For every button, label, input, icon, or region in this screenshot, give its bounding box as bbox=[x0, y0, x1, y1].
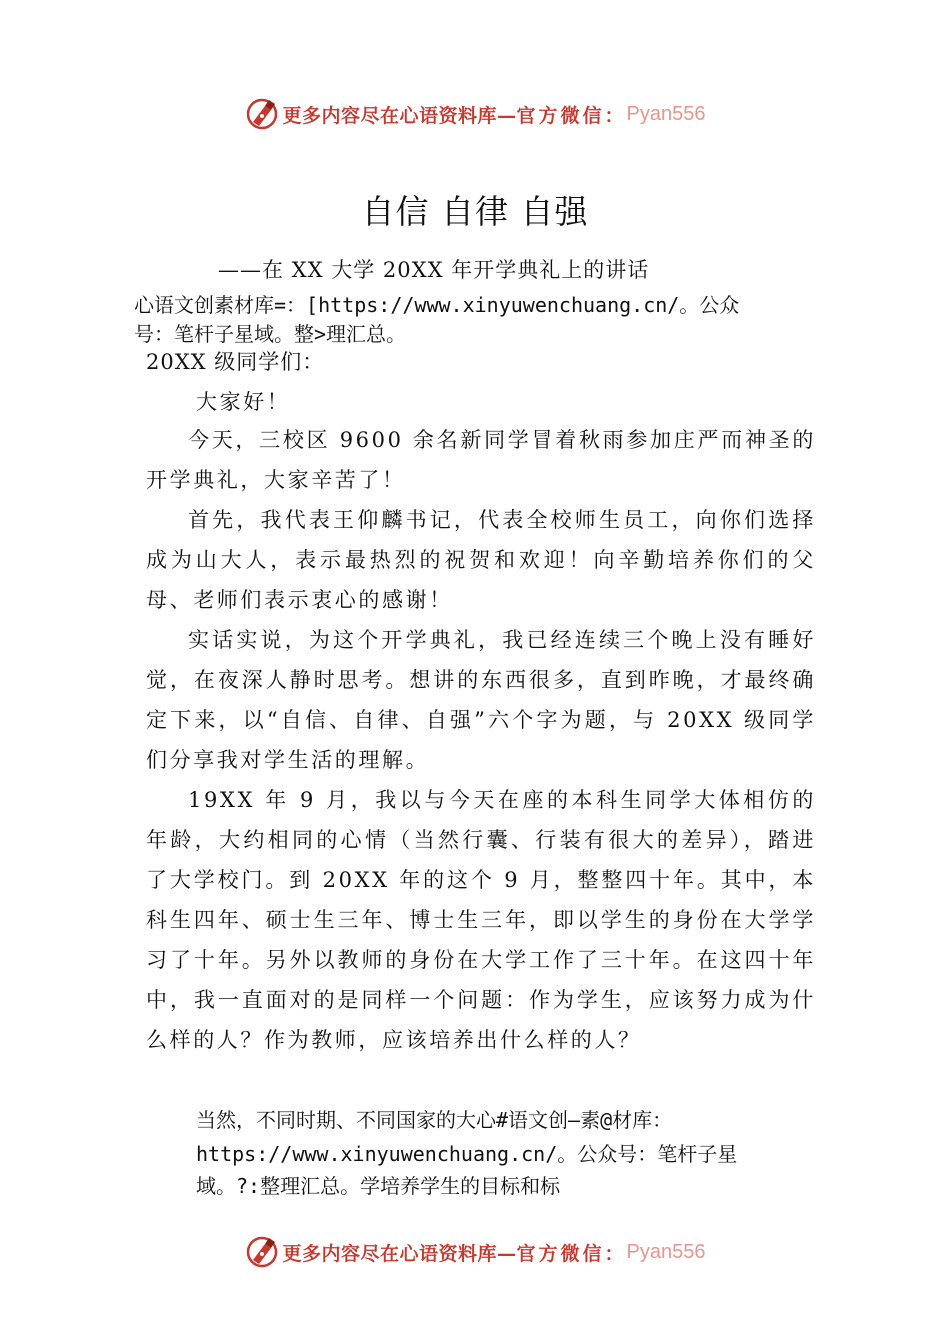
banner-wechat-label: 官方微信： bbox=[516, 1242, 627, 1265]
paragraph-3: 实话实说，为这个开学典礼，我已经连续三个晚上没有睡好觉，在夜深人静时思考。想讲的东西很多，直到昨晚，才最终确定下来，以“自信、自律、自强”六个字为题，与 20XX 级同学们分享我对学生活的理解。 bbox=[146, 628, 816, 772]
banner-wechat-id: Pyan556 bbox=[626, 1240, 706, 1263]
banner-text: 更多内容尽在心语资料库— bbox=[282, 1242, 517, 1265]
tail-line-2: https://www.xinyuwenchuang.cn/。公众号：笔杆子星 bbox=[196, 1142, 738, 1166]
source-line-2: 号：笔杆子星域。整>理汇总。 bbox=[134, 322, 407, 346]
banner-text: 更多内容尽在心语资料库— bbox=[282, 104, 517, 127]
header-banner bbox=[0, 94, 950, 134]
tail-line-1: 当然，不同时期、不同国家的大心#语文创—素@材库： bbox=[196, 1108, 673, 1132]
document-subtitle: ——在 XX 大学 20XX 年开学典礼上的讲话 bbox=[218, 258, 650, 282]
salutation: 20XX 级同学们： bbox=[146, 350, 325, 374]
pen-nib-icon bbox=[245, 96, 281, 132]
paragraph-2: 首先，我代表王仰麟书记，代表全校师生员工，向你们选择成为山大人，表示最热烈的祝贺和欢迎！向辛勤培养你们的父母、老师们表示衷心的感谢！ bbox=[146, 508, 816, 612]
footer-banner bbox=[0, 1232, 950, 1272]
source-line-1: 心语文创素材库=：[https://www.xinyuwenchuang.cn/。公众 bbox=[134, 293, 740, 317]
pen-nib-icon bbox=[245, 1234, 281, 1270]
banner-wechat-label: 官方微信： bbox=[516, 104, 627, 127]
banner-wechat-id: Pyan556 bbox=[626, 102, 706, 125]
paragraph-1: 今天，三校区 9600 余名新同学冒着秋雨参加庄严而神圣的开学典礼，大家辛苦了！ bbox=[146, 428, 816, 492]
tail-line-3: 域。?:整理汇总。学培养学生的目标和标 bbox=[196, 1174, 561, 1198]
document-title: 自信 自律 自强 bbox=[361, 192, 589, 231]
paragraph-4: 19XX 年 9 月，我以与今天在座的本科生同学大体相仿的年龄，大约相同的心情（当然行囊、行装有很大的差异），踏进了大学校门。到 20XX 年的这个 9 月，整整四十年。其中，本科生四年、硕士生三年、博士生三年，即以学生的身份在大学学习了十年。另外以教师的身份在大学工作了三十年。在这四十年中，我一直面对的是同样一个问题：作为学生，应该努力成为什么样的人？作为教师，应该培养出什么样的人？ bbox=[146, 788, 816, 1052]
greeting: 大家好！ bbox=[196, 390, 291, 414]
